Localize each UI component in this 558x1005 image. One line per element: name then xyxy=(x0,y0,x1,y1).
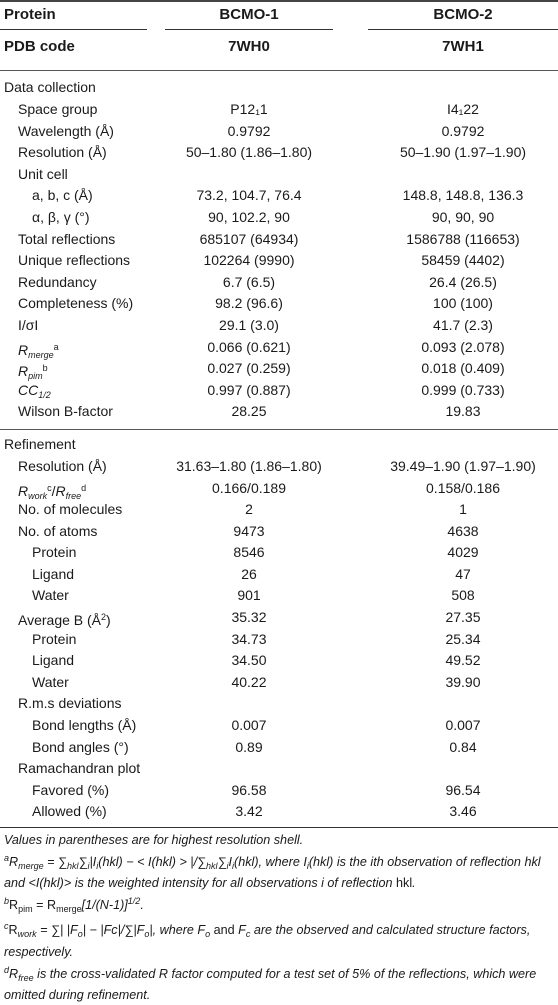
cell-bcmo1: 0.066 (0.621) xyxy=(207,338,291,355)
pdb-code-label: PDB code xyxy=(4,38,75,55)
row-label: $CC_{1/2}$ xyxy=(18,381,51,400)
cell-bcmo2: 0.84 xyxy=(449,738,477,755)
row-label: R.m.s deviations xyxy=(18,695,122,712)
table-row xyxy=(0,207,558,229)
cell-bcmo2: I4₁22 xyxy=(447,101,479,117)
cell-bcmo2: 39.49–1.90 (1.97–1.90) xyxy=(390,457,536,474)
cell-bcmo2: 0.093 (2.078) xyxy=(421,338,505,355)
cell-bcmo2: 3.46 xyxy=(449,803,477,820)
section-refinement: Refinement xyxy=(4,435,76,452)
table-row xyxy=(0,542,558,564)
table-row xyxy=(0,337,558,359)
table-row xyxy=(0,272,558,294)
table-row xyxy=(0,121,558,143)
cell-bcmo1: 50–1.80 (1.86–1.80) xyxy=(185,144,313,161)
cell-bcmo1: 102264 (9990) xyxy=(203,252,295,269)
table-row xyxy=(0,380,558,402)
cell-bcmo1: 0.9792 xyxy=(227,122,271,139)
row-label: Ligand xyxy=(32,565,75,582)
row-label: Bond lengths (Å) xyxy=(32,717,137,734)
note-values: Values in parentheses are for highest resolution shell. xyxy=(4,833,304,847)
cell-bcmo2: 1586788 (116653) xyxy=(406,230,520,247)
cell-bcmo1: 29.1 (3.0) xyxy=(219,316,279,333)
cell-bcmo1: 28.25 xyxy=(231,403,267,420)
row-label: Wavelength (Å) xyxy=(18,122,114,139)
cell-bcmo2: 90, 90, 90 xyxy=(431,208,495,225)
cell-bcmo1: 96.58 xyxy=(231,781,267,798)
cell-bcmo1: 0.89 xyxy=(235,738,263,755)
row-label: Total reflections xyxy=(18,230,116,247)
table-row xyxy=(0,585,558,607)
cell-bcmo1: 90, 102.2, 90 xyxy=(208,208,290,225)
row-label: Unique reflections xyxy=(18,252,131,269)
row-label: Bond angles (°) xyxy=(32,738,129,755)
header-bcmo1: BCMO-1 xyxy=(219,6,279,23)
table-row xyxy=(0,780,558,802)
pdb-code-bcmo2: 7WH1 xyxy=(442,38,484,55)
cell-bcmo1: 9473 xyxy=(233,522,265,539)
table-row xyxy=(0,715,558,737)
table-row xyxy=(0,521,558,543)
row-label: Ligand xyxy=(32,652,75,669)
cell-bcmo1: 73.2, 104.7, 76.4 xyxy=(196,187,302,204)
cell-bcmo2: 50–1.90 (1.97–1.90) xyxy=(399,144,527,161)
pdb-code-bcmo1: 7WH0 xyxy=(228,38,270,55)
table-row xyxy=(0,499,558,521)
table-row xyxy=(0,456,558,478)
row-label: $R_{work}^c/R_{free}^d$ xyxy=(18,482,87,501)
row-label: Allowed (%) xyxy=(32,803,107,820)
table-row xyxy=(0,629,558,651)
cell-bcmo2: 508 xyxy=(451,587,475,604)
table-row xyxy=(0,564,558,586)
cell-bcmo2: 0.999 (0.733) xyxy=(421,381,505,398)
cell-bcmo1: 35.32 xyxy=(231,609,267,626)
note-c: $^cR_{work}$ = ∑| $|F_o| - |Fc|/\sum|F_o|$, where $F_o$ and $F_c$ are the observed and calculated structure factors, respectively. xyxy=(4,921,531,959)
row-label: $R_{merge}^a$ xyxy=(18,341,59,360)
cell-bcmo2: 100 (100) xyxy=(433,295,493,312)
cell-bcmo1: 3.42 xyxy=(235,803,263,820)
cell-bcmo2: 4029 xyxy=(447,544,479,561)
table-row xyxy=(0,229,558,251)
table-row xyxy=(0,142,558,164)
table-row xyxy=(0,358,558,380)
row-label: Resolution (Å) xyxy=(18,457,107,474)
cell-bcmo1: 26 xyxy=(241,565,257,582)
table-row xyxy=(0,737,558,759)
cell-bcmo1: 0.007 xyxy=(231,717,267,734)
table-row xyxy=(0,185,558,207)
table-row xyxy=(0,801,558,823)
row-label: Completeness (%) xyxy=(18,295,134,312)
table-row xyxy=(0,164,558,186)
cell-bcmo2: 4638 xyxy=(447,522,479,539)
row-label: a, b, c (Å) xyxy=(32,187,93,204)
cell-bcmo2: 49.52 xyxy=(445,652,481,669)
cell-bcmo1: 98.2 (96.6) xyxy=(215,295,283,312)
cell-bcmo2: 96.54 xyxy=(445,781,481,798)
row-label: No. of atoms xyxy=(18,522,98,539)
cell-bcmo1: 901 xyxy=(237,587,261,604)
row-label: Water xyxy=(32,587,69,604)
row-label: α, β, γ (°) xyxy=(32,208,90,225)
row-label: Space group xyxy=(18,101,98,117)
cell-bcmo1: 0.027 (0.259) xyxy=(207,360,291,377)
cell-bcmo2: 0.158/0.186 xyxy=(426,479,500,496)
table-row xyxy=(0,672,558,694)
table-row xyxy=(0,250,558,272)
cell-bcmo1: 8546 xyxy=(233,544,265,561)
table-row xyxy=(0,693,558,715)
header-bcmo2: BCMO-2 xyxy=(433,6,493,23)
top-rule xyxy=(0,0,558,2)
table-row xyxy=(0,478,558,500)
cell-bcmo2: 19.83 xyxy=(445,403,481,420)
note-d: $^dR_{free}$ is the cross-validated R factor computed for a test set of 5% of the reflections, which were omitted during refinement. xyxy=(4,964,537,1003)
cell-bcmo1: P12₁1 xyxy=(230,101,268,117)
cell-bcmo2: 39.90 xyxy=(445,673,481,690)
cell-bcmo1: 2 xyxy=(245,501,253,518)
table-notes xyxy=(0,828,558,1005)
pdb-rule xyxy=(0,70,558,71)
row-label: I/σI xyxy=(18,316,39,333)
table-row xyxy=(0,293,558,315)
cell-bcmo2: 58459 (4402) xyxy=(421,252,505,269)
cell-bcmo2: 148.8, 148.8, 136.3 xyxy=(402,187,524,204)
header-protein-label: Protein xyxy=(4,6,56,23)
row-label: Unit cell xyxy=(18,165,68,182)
table-row xyxy=(0,401,558,423)
row-label: Average B $(Å^2)$ xyxy=(18,612,111,629)
row-label: Protein xyxy=(32,544,77,561)
cell-bcmo2: 0.9792 xyxy=(441,122,485,139)
table-row xyxy=(0,607,558,629)
row-label: Favored (%) xyxy=(32,781,110,798)
table-row xyxy=(0,650,558,672)
table-row xyxy=(0,315,558,337)
cell-bcmo1: 31.63–1.80 (1.86–1.80) xyxy=(176,457,322,474)
note-a: $^aR_{merge} = \sum_{hkl}\sum_i|I_i(hkl)$ − < $I(hkl) > |/\sum_{hkl}\sum_iI_i(hkl)$, where $I_i(hkl)$ is the ith observation of reflection hkl and <I(hkl)> is the weighted intensity for all observations i of reflection hkl. xyxy=(4,852,541,891)
cell-bcmo1: 6.7 (6.5) xyxy=(222,273,276,290)
cell-bcmo2: 26.4 (26.5) xyxy=(429,273,497,290)
cell-bcmo2: 1 xyxy=(459,501,467,518)
cell-bcmo2: 27.35 xyxy=(445,609,481,626)
data-collection-rows xyxy=(0,99,558,423)
cell-bcmo2: 25.34 xyxy=(445,630,481,647)
cell-bcmo2: 0.018 (0.409) xyxy=(421,360,505,377)
section-data-collection: Data collection xyxy=(4,79,96,95)
cell-bcmo1: 0.166/0.189 xyxy=(212,479,286,496)
cell-bcmo1: 685107 (64934) xyxy=(199,230,299,247)
cell-bcmo1: 40.22 xyxy=(231,673,267,690)
cell-bcmo1: 34.73 xyxy=(231,630,267,647)
cell-bcmo2: 0.007 xyxy=(445,717,481,734)
row-label: $R_{pim}^b$ xyxy=(18,363,48,382)
row-label: Water xyxy=(32,673,69,690)
cell-bcmo1: 0.997 (0.887) xyxy=(207,381,291,398)
table-row xyxy=(0,99,558,121)
note-b: $^bR_{pim} = R_{merge}[1/(N-1)]^{1/2}$. xyxy=(4,895,144,914)
row-label: Protein xyxy=(32,630,77,647)
cell-bcmo2: 47 xyxy=(455,565,471,582)
cell-bcmo2: 41.7 (2.3) xyxy=(433,316,493,333)
table-row xyxy=(0,758,558,780)
refinement-rows xyxy=(0,456,558,823)
cell-bcmo1: 34.50 xyxy=(231,652,267,669)
row-label: Resolution (Å) xyxy=(18,144,107,161)
row-label: No. of molecules xyxy=(18,501,123,518)
section-rule xyxy=(0,429,558,430)
row-label: Wilson B-factor xyxy=(18,403,113,420)
row-label: Redundancy xyxy=(18,273,97,290)
row-label: Ramachandran plot xyxy=(18,760,141,777)
table-header-row xyxy=(0,0,558,30)
pdb-code-row xyxy=(0,30,558,70)
